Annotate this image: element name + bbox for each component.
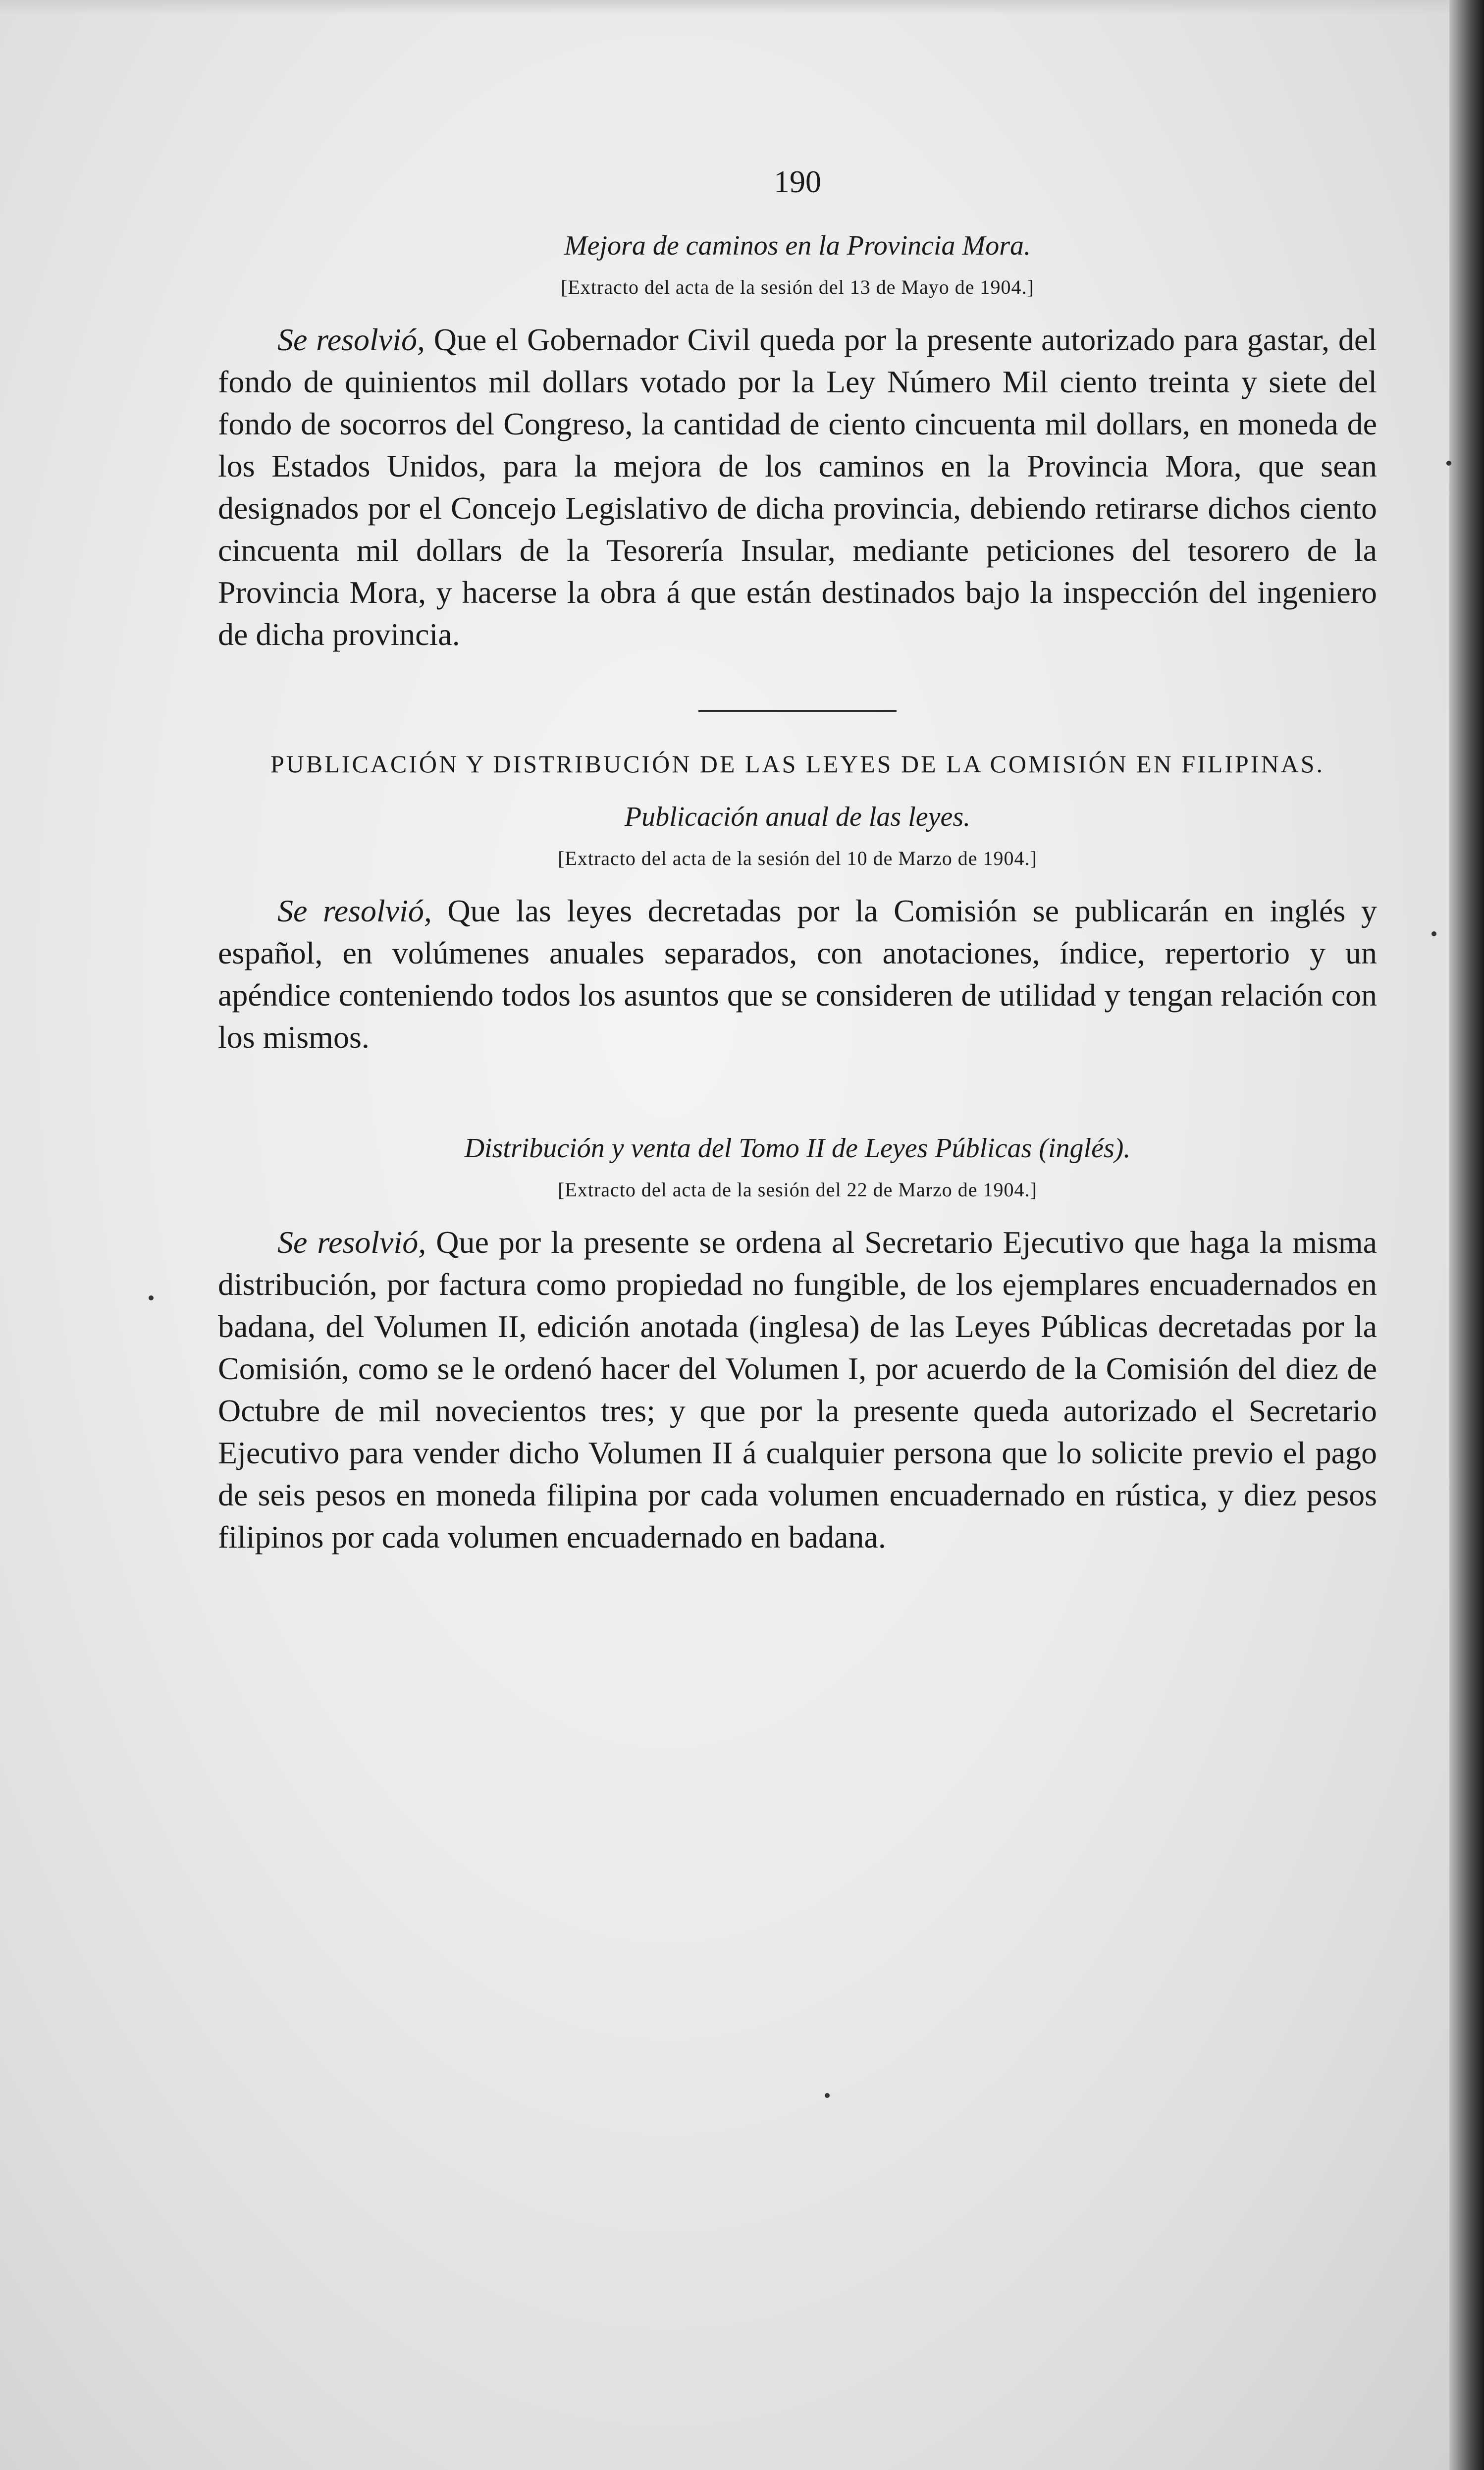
section-paragraph [218, 319, 1377, 655]
section-subtitle: Distribución y venta del Tomo II de Leyes Públicas (inglés). [464, 1133, 1131, 1164]
stray-mark [1446, 461, 1451, 466]
page-content [218, 163, 1377, 1558]
stray-mark [1431, 931, 1436, 936]
section-subtitle: Mejora de caminos en la Provincia Mora. [564, 230, 1031, 261]
section-spacing [218, 1058, 1377, 1132]
section-heading: PUBLICACIÓN Y DISTRIBUCIÓN DE LAS LEYES DE LA COMISIÓN EN FILIPINAS. [270, 750, 1325, 778]
paragraph-lead: Se resolvió, [277, 1225, 426, 1260]
paragraph-body: Que las leyes decretadas por la Comisión se publicarán en inglés y español, en volúmenes anuales separados, con anotaciones, índice, repertorio y un apéndice conteniendo todos los asuntos que se consideren de utilidad y tengan relación con los mismos. [218, 893, 1378, 1055]
section-extract: [Extracto del acta de la sesión del 22 de Marzo de 1904.] [558, 1179, 1037, 1201]
section-subtitle: Publicación anual de las leyes. [624, 802, 971, 832]
paragraph-lead: Se resolvió, [277, 893, 432, 928]
book-spine-shadow [1449, 0, 1484, 2470]
section-extract: [Extracto del acta de la sesión del 13 de Mayo de 1904.] [561, 276, 1034, 298]
section-mejora-caminos [218, 230, 1377, 655]
stray-mark [825, 2093, 830, 2098]
page-number: 190 [774, 164, 821, 199]
paragraph-body: Que por la presente se ordena al Secretario Ejecutivo que haga la misma distribución, por factura como propiedad no fungible, de los ejemplares encuadernados en badana, del Volumen II, edición anotada (inglesa) de las Leyes Públicas decretadas por la Comisión, como se le ordenó hacer del Volumen I, por acuerdo de la Comisión del diez de Octubre de mil novecientos tres; y que por la presente queda autorizado el Secretario Ejecutivo para vender dicho Volumen II á cualquier persona que lo solicite previo el pago de seis pesos en moneda filipina por cada volumen encuadernado en rústica, y diez pesos filipinos por cada volumen encuadernado en badana. [218, 1225, 1378, 1555]
page-top-shadow [0, 0, 1484, 15]
section-extract: [Extracto del acta de la sesión del 10 de Marzo de 1904.] [558, 847, 1037, 869]
section-publicacion-leyes [218, 747, 1377, 1058]
section-divider [698, 710, 897, 712]
section-paragraph [218, 1221, 1377, 1558]
section-distribucion-tomo-ii [218, 1132, 1377, 1558]
section-paragraph [218, 890, 1377, 1058]
stray-mark [149, 1295, 154, 1300]
paragraph-lead: Se resolvió, [277, 322, 425, 357]
paragraph-body: Que el Gobernador Civil queda por la presente autorizado para gastar, del fondo de quinientos mil dollars votado por la Ley Número Mil ciento treinta y siete del fondo de socorros del Congreso, la cantidad de ciento cincuenta mil dollars, en moneda de los Estados Unidos, para la mejora de los caminos en la Provincia Mora, que sean designados por el Concejo Legislativo de dicha provincia, debiendo retirarse dichos ciento cincuenta mil dollars de la Tesorería Insular, mediante peticiones del tesorero de la Provincia Mora, y hacerse la obra á que están destinados bajo la inspección del ingeniero de dicha provincia. [218, 322, 1378, 652]
